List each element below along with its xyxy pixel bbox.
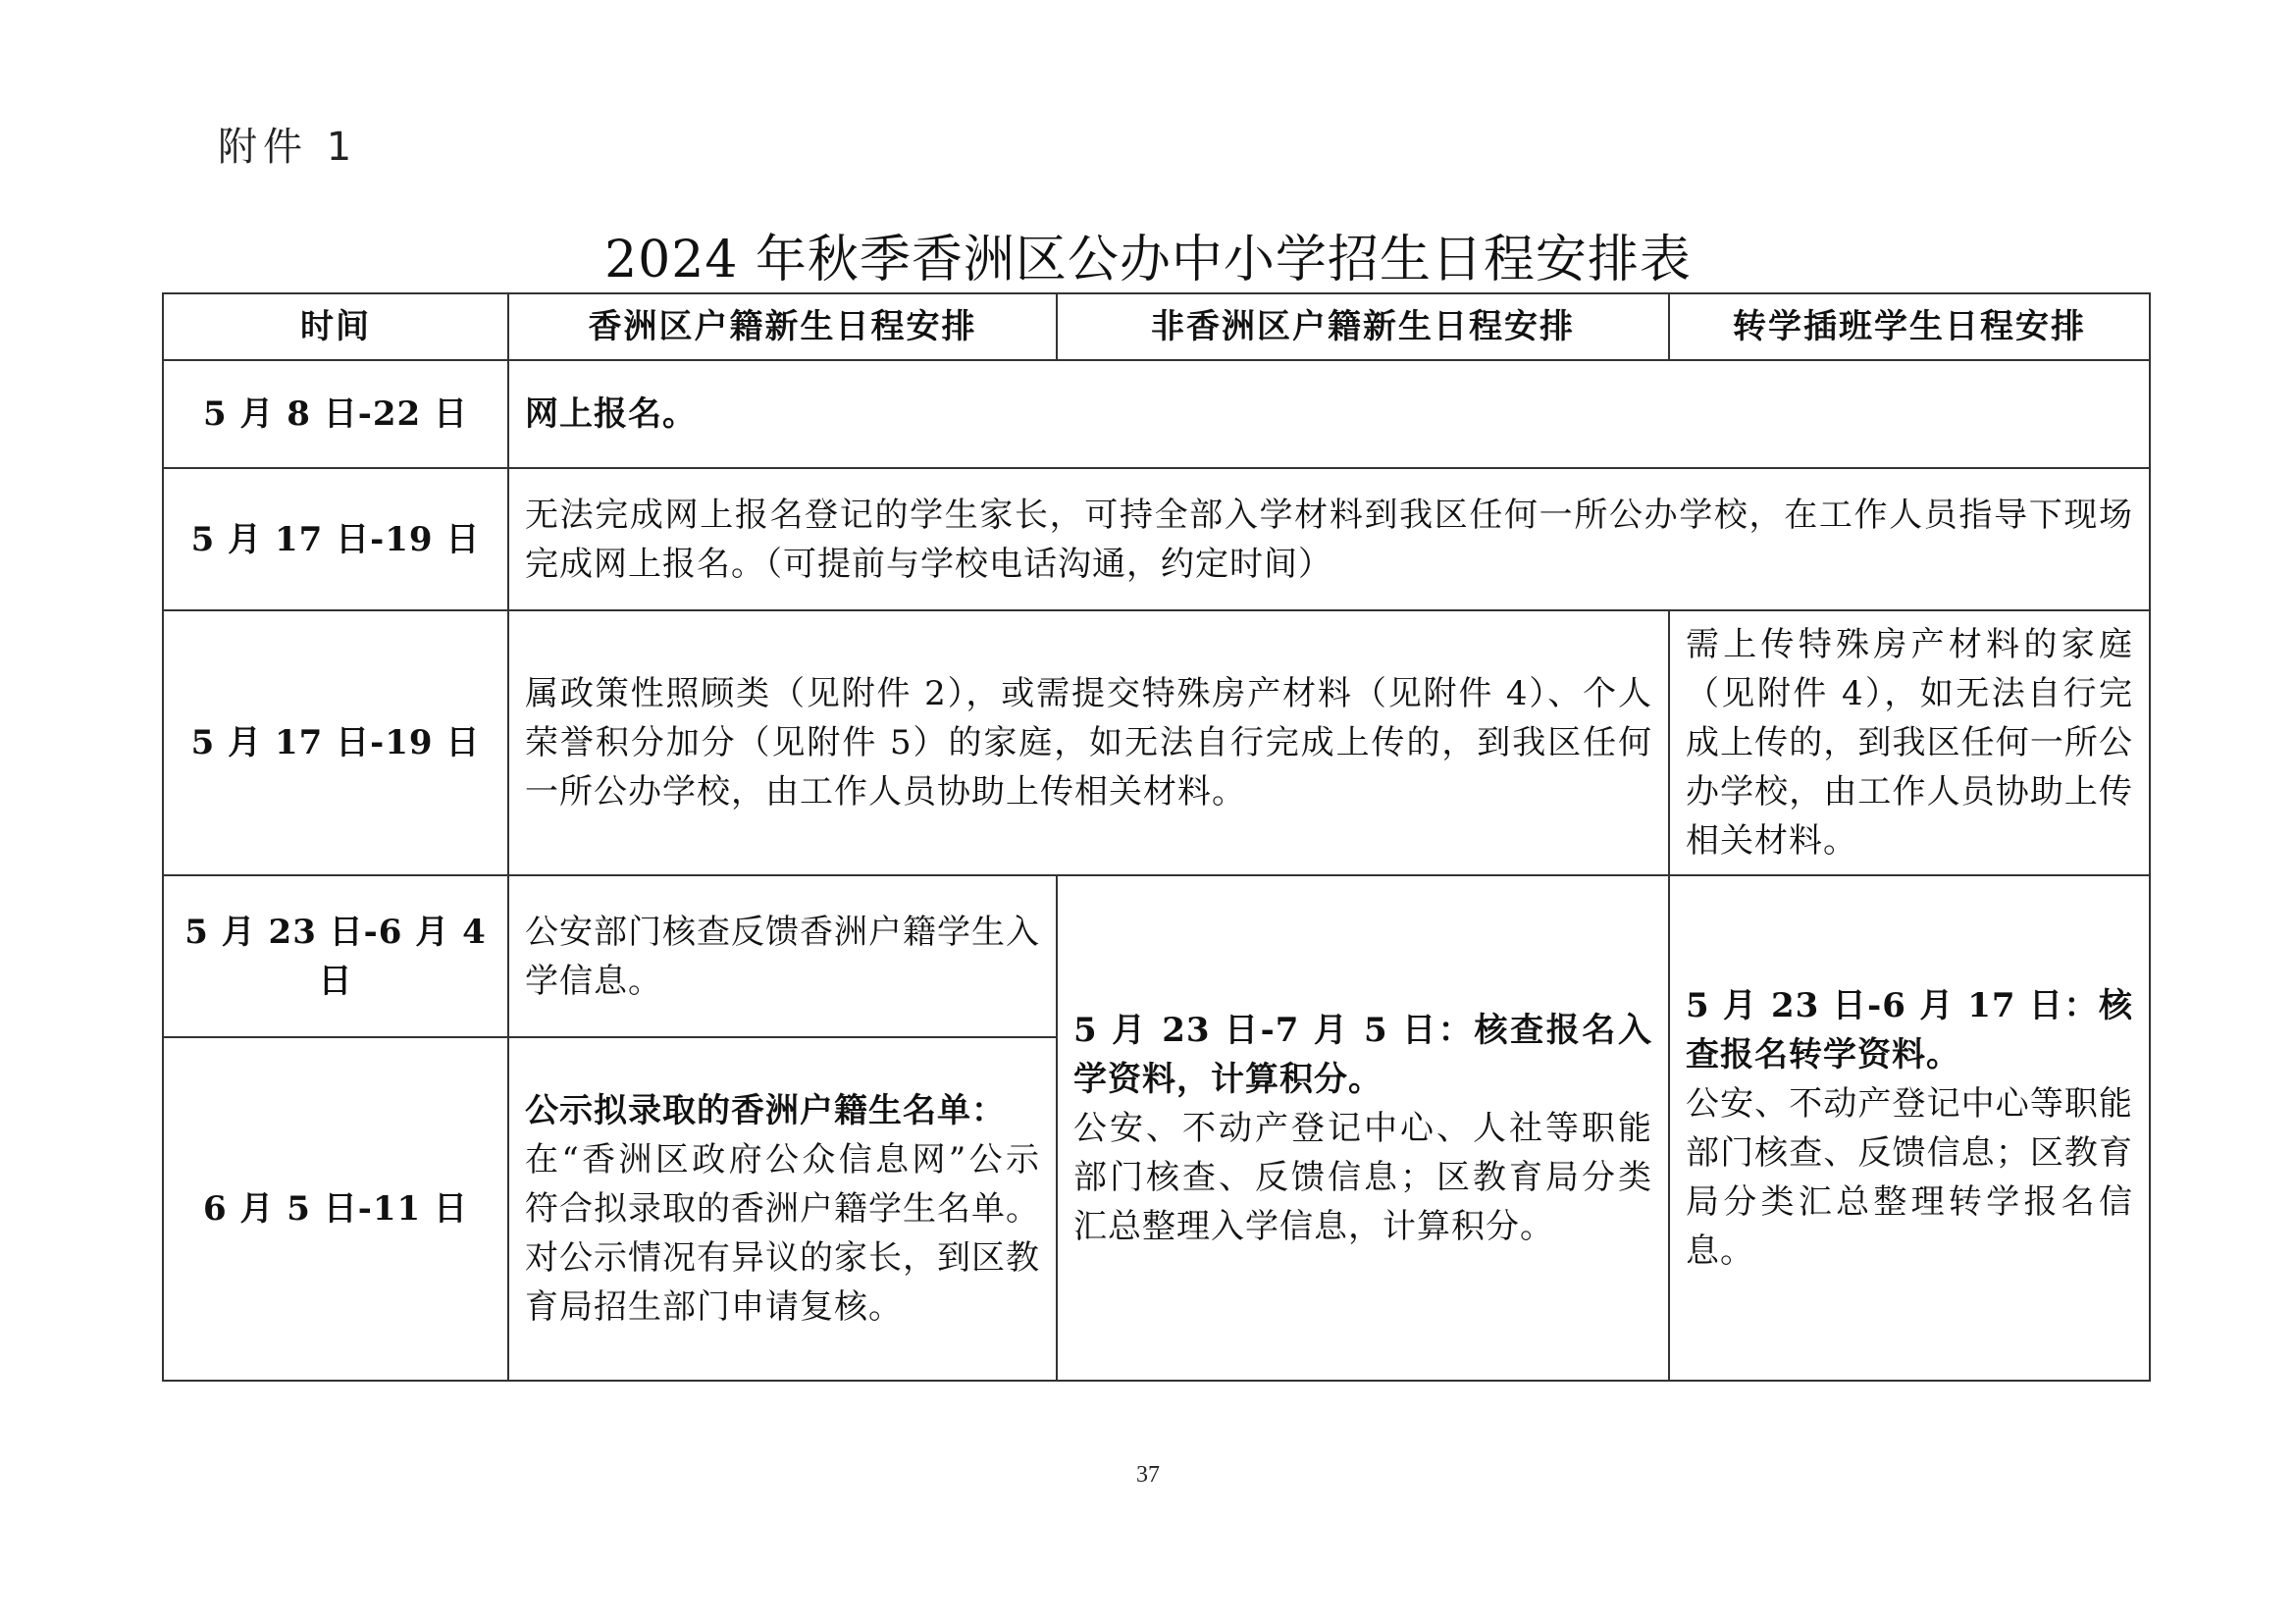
online-registration-cell: 网上报名。 — [508, 360, 2150, 468]
page-number: 37 — [1136, 1462, 1160, 1488]
table-row — [163, 610, 2150, 875]
header-local-schedule: 香洲区户籍新生日程安排 — [508, 293, 1057, 360]
public-notice-cell — [508, 1037, 1057, 1381]
table-row — [163, 360, 2150, 468]
row-date: 5 月 17 日-19 日 — [163, 610, 508, 875]
nonlocal-verification-heading: 5 月 23 日-7 月 5 日：核查报名入学资料，计算积分。 — [1073, 1010, 1652, 1099]
transfer-verification-heading: 5 月 23 日-6 月 17 日：核查报名转学资料。 — [1686, 985, 2133, 1074]
schedule-table — [162, 292, 2151, 1382]
table-row — [163, 468, 2150, 610]
public-notice-heading: 公示拟录取的香洲户籍生名单： — [525, 1091, 1006, 1130]
transfer-verification-cell — [1669, 875, 2150, 1381]
police-verification-cell: 公安部门核查反馈香洲户籍学生入学信息。 — [508, 875, 1057, 1037]
material-upload-transfer-cell: 需上传特殊房产材料的家庭（见附件 4），如无法自行完成上传的，到我区任何一所公办学校，由工作人员协助上传相关材料。 — [1669, 610, 2150, 875]
header-row — [163, 293, 2150, 360]
public-notice-body: 在“香洲区政府公众信息网”公示符合拟录取的香洲户籍学生名单。对公示情况有异议的家长，到区教育局招生部门申请复核。 — [525, 1140, 1040, 1327]
header-transfer-schedule: 转学插班学生日程安排 — [1669, 293, 2150, 360]
table-row — [163, 875, 2150, 1037]
row-date: 5 月 23 日-6 月 4 日 — [163, 875, 508, 1037]
transfer-verification-body: 公安、不动产登记中心等职能部门核查、反馈信息；区教育局分类汇总整理转学报名信息。 — [1686, 1083, 2133, 1271]
row-date: 5 月 17 日-19 日 — [163, 468, 508, 610]
header-time: 时间 — [163, 293, 508, 360]
onsite-registration-cell: 无法完成网上报名登记的学生家长，可持全部入学材料到我区任何一所公办学校，在工作人员指导下现场完成网上报名。（可提前与学校电话沟通，约定时间） — [508, 468, 2150, 610]
material-upload-new-students-cell: 属政策性照顾类（见附件 2），或需提交特殊房产材料（见附件 4）、个人荣誉积分加分（见附件 5）的家庭，如无法自行完成上传的，到我区任何一所公办学校，由工作人员协助上传相关材料。 — [508, 610, 1669, 875]
header-nonlocal-schedule: 非香洲区户籍新生日程安排 — [1057, 293, 1669, 360]
row-date: 5 月 8 日-22 日 — [163, 360, 508, 468]
row-date: 6 月 5 日-11 日 — [163, 1037, 508, 1381]
document-title: 2024 年秋季香洲区公办中小学招生日程安排表 — [604, 231, 1692, 289]
nonlocal-verification-cell — [1057, 875, 1669, 1381]
attachment-label: 附件 1 — [218, 125, 358, 170]
nonlocal-verification-body: 公安、不动产登记中心、人社等职能部门核查、反馈信息；区教育局分类汇总整理入学信息，计算积分。 — [1073, 1108, 1652, 1246]
